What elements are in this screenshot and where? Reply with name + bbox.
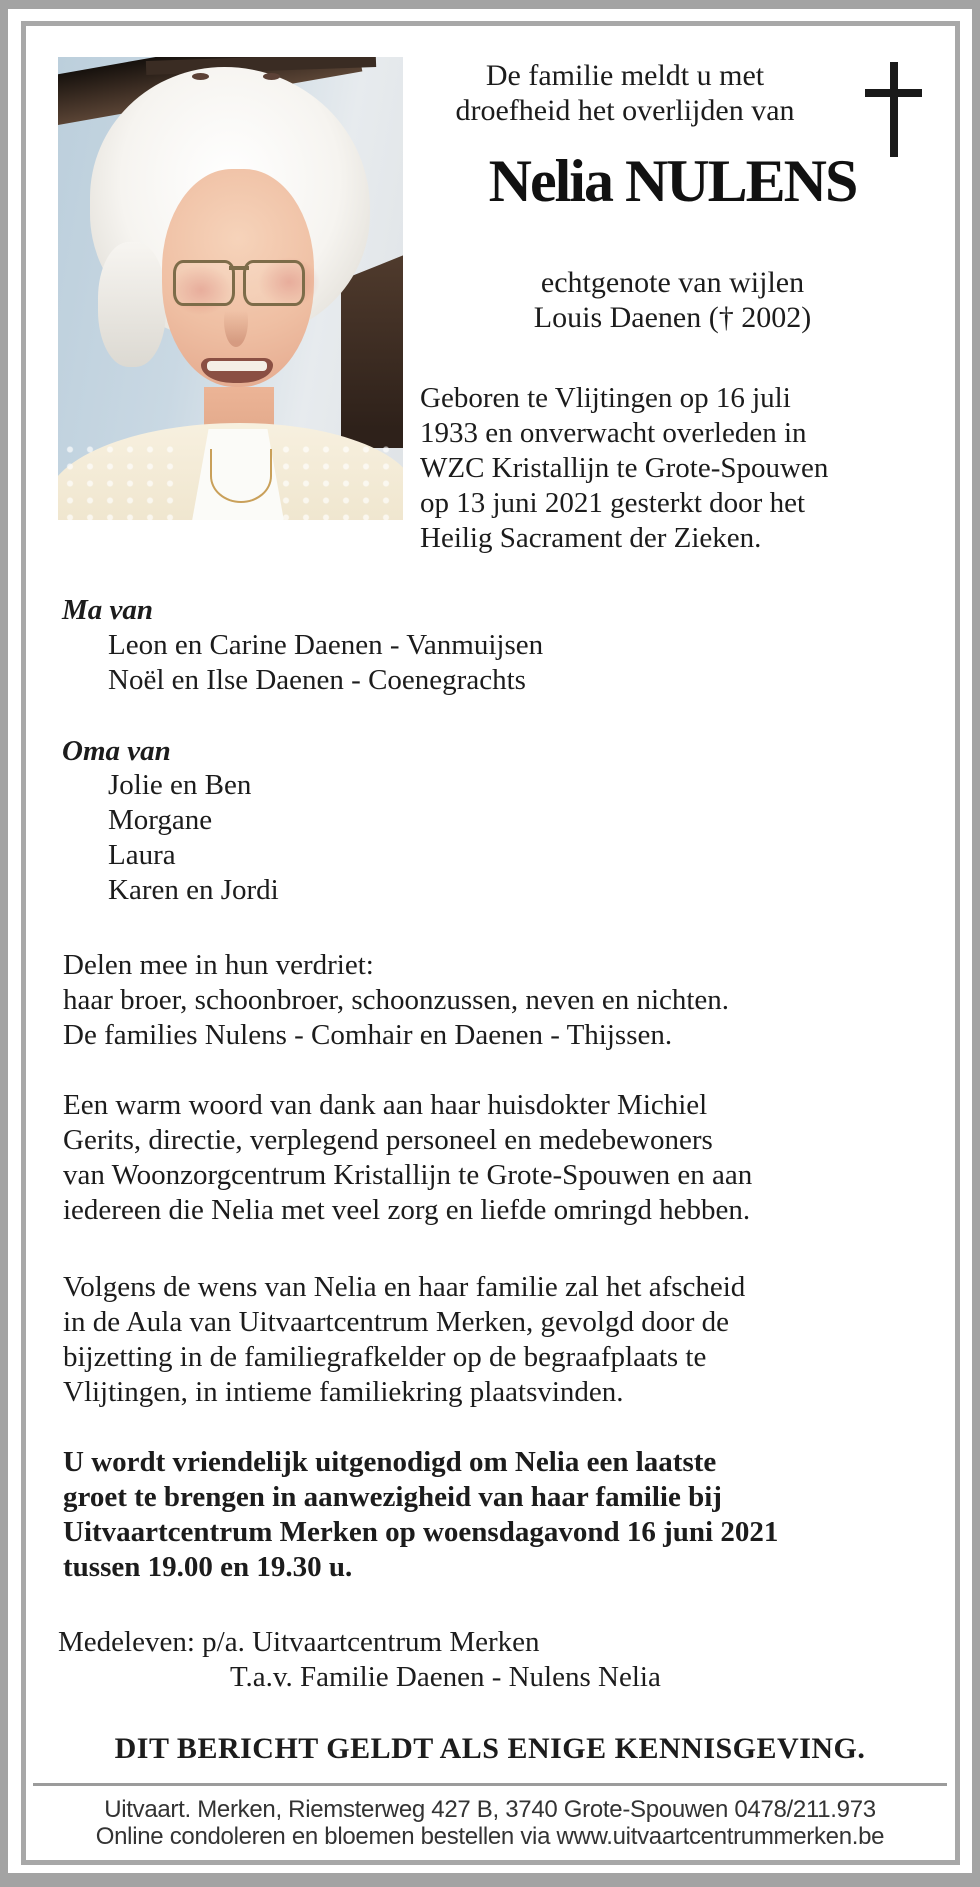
photo-lace-left — [60, 441, 185, 520]
oma-van-list — [108, 768, 279, 908]
condolence-line: haar broer, schoonbroer, schoonzussen, neven en nichten. — [63, 984, 730, 1016]
relation-line: echtgenote van wijlen — [540, 266, 805, 299]
photo-shelf-right — [341, 253, 403, 448]
birth-death-paragraph — [420, 381, 925, 556]
birth-death-line: WZC Kristallijn te Grote-Spouwen — [420, 452, 829, 484]
condolence-line: De families Nulens - Comhair en Daenen - Thijssen. — [63, 1019, 673, 1051]
birth-death-line: op 13 juni 2021 gesterkt door het — [420, 487, 806, 519]
sole-notification-notice: DIT BERICHT GELDT ALS ENIGE KENNISGEVING. — [114, 1732, 866, 1765]
portrait-photo — [58, 57, 403, 520]
family-member: Karen en Jordi — [108, 874, 279, 906]
invitation-line: Uitvaartcentrum Merken op woensdagavond 16 juni 2021 — [63, 1516, 779, 1548]
thanks-line: Een warm woord van dank aan haar huisdokter Michiel — [63, 1089, 708, 1121]
farewell-line: Vlijtingen, in intieme familiekring plaatsvinden. — [63, 1376, 624, 1408]
intro-line: De familie meldt u met — [485, 59, 765, 92]
footer — [25, 1796, 955, 1850]
ma-van-list — [108, 628, 543, 698]
outer-band-top — [0, 0, 980, 9]
family-member: Jolie en Ben — [108, 769, 252, 801]
footer-divider — [33, 1783, 947, 1786]
photo-eye-right — [263, 73, 280, 80]
outer-band-right — [972, 0, 980, 1887]
photo-lace-right — [276, 441, 401, 520]
invitation-paragraph — [63, 1445, 943, 1585]
sympathy-line-1: Medeleven: p/a. Uitvaartcentrum Merken — [58, 1626, 540, 1658]
birth-death-line: Geboren te Vlijtingen op 16 juli — [420, 382, 791, 414]
photo-nose — [224, 295, 248, 347]
farewell-paragraph — [63, 1270, 943, 1410]
relation-block — [420, 265, 925, 335]
photo-eye-left — [192, 73, 209, 80]
invitation-line: U wordt vriendelijk uitgenodigd om Nelia een laatste — [63, 1446, 717, 1478]
invitation-line: tussen 19.00 en 19.30 u. — [63, 1551, 353, 1583]
photo-hair-side — [98, 242, 166, 367]
condolence-line: Delen mee in hun verdriet: — [63, 949, 374, 981]
condolence-paragraph — [63, 948, 943, 1053]
photo-necklace — [210, 449, 272, 503]
thanks-line: Gerits, directie, verplegend personeel en medebewoners — [63, 1124, 713, 1156]
outer-band-bottom — [0, 1873, 980, 1887]
thanks-line: van Woonzorgcentrum Kristallijn te Grote-Spouwen en aan — [63, 1159, 753, 1191]
announcement-intro — [420, 58, 830, 128]
farewell-line: bijzetting in de familiegrafkelder op de begraafplaats te — [63, 1341, 707, 1373]
footer-website-line: Online condoleren en bloemen bestellen via www.uitvaartcentrummerken.be — [95, 1823, 885, 1850]
invitation-line: groet te brengen in aanwezigheid van haar familie bij — [63, 1481, 722, 1513]
birth-death-line: 1933 en onverwacht overleden in — [420, 417, 807, 449]
thanks-paragraph — [63, 1088, 943, 1228]
deceased-name: Nelia NULENS — [488, 148, 857, 214]
farewell-line: Volgens de wens van Nelia en haar familie zal het afscheid — [63, 1271, 746, 1303]
family-member: Laura — [108, 839, 176, 871]
birth-death-line: Heilig Sacrament der Zieken. — [420, 522, 762, 554]
thanks-line: iedereen die Nelia met veel zorg en liefde omringd hebben. — [63, 1194, 751, 1226]
sympathy-line-2: T.a.v. Familie Daenen - Nulens Nelia — [230, 1661, 661, 1693]
ma-van-label: Ma van — [62, 594, 154, 626]
family-member: Leon en Carine Daenen - Vanmuijsen — [108, 629, 544, 661]
family-member: Morgane — [108, 804, 213, 836]
intro-line: droefheid het overlijden van — [455, 94, 795, 127]
oma-van-label: Oma van — [62, 735, 171, 767]
outer-band-left — [0, 0, 8, 1887]
footer-contact-line: Uitvaart. Merken, Riemsterweg 427 B, 3740 Grote-Spouwen 0478/211.973 — [104, 1796, 876, 1823]
family-member: Noël en Ilse Daenen - Coenegrachts — [108, 664, 526, 696]
farewell-line: in de Aula van Uitvaartcentrum Merken, gevolgd door de — [63, 1306, 729, 1338]
relation-line: Louis Daenen († 2002) — [533, 301, 812, 334]
